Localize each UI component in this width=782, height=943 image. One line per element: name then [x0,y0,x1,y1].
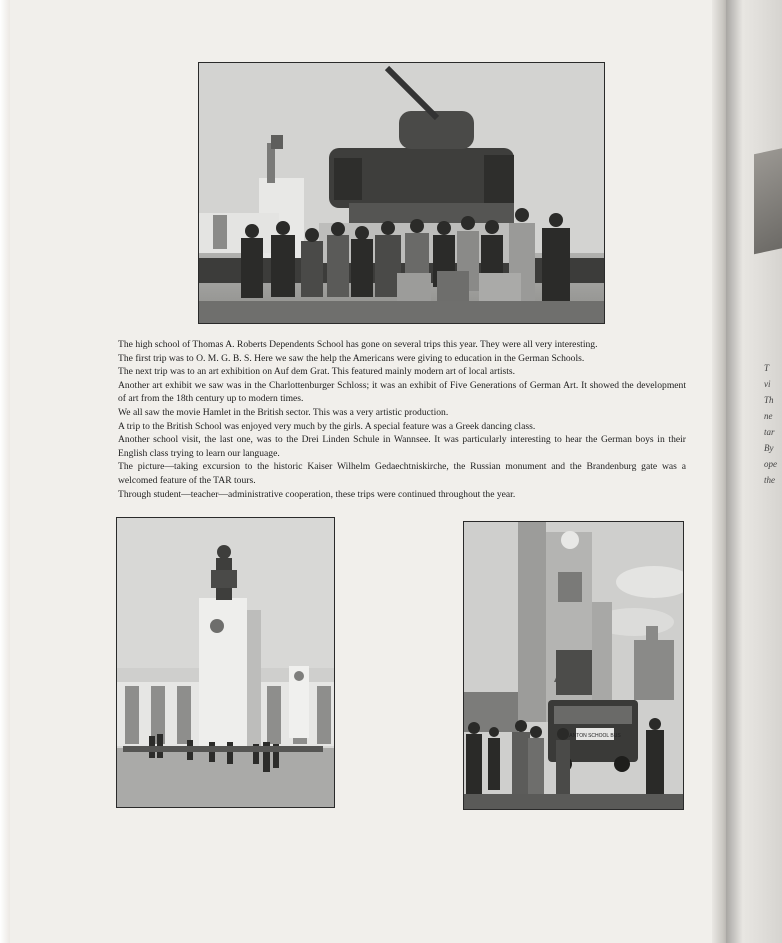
fragment-line: vi [764,379,771,389]
trips-article [118,338,686,501]
facing-page [726,0,782,943]
gedaechtniskirche-photo [463,521,684,810]
fragment-line: Th [764,395,774,405]
fragment-line: By [764,443,774,453]
article-paragraph: Another art exhibit we saw was in the Charlottenburger Schloss; it was an exhibit of Five Generations of German Art. It showed the development of art from the 18th century up to modern times. [118,379,686,405]
fragment-line: ope [764,459,777,469]
russian-monument-photo [116,517,335,808]
page-left-edge [0,0,10,943]
group-with-tank-photo [198,62,605,324]
article-paragraph: A trip to the British School was enjoyed very much by the girls. A special feature was a Greek dancing class. [118,420,536,432]
article-paragraph: The first trip was to O. M. G. B. S. Here we saw the help the Americans were giving to education in the German Schools. [118,352,585,364]
fragment-line: ne [764,411,773,421]
fragment-line: tar [764,427,775,437]
article-paragraph: The high school of Thomas A. Roberts Dependents School has gone on several trips this year. They were all very interesting. [118,339,598,350]
article-paragraph: The next trip was to an art exhibition on Auf dem Grat. This featured mainly modern art of local artists. [118,366,516,378]
article-paragraph: The picture—taking excursion to the historic Kaiser Wilhelm Gedaechtniskirche, the Russian monument and the Brandenburg gate was a welcomed feature of the TAR tours. [118,461,686,486]
facing-page-text-fragments [764,360,782,488]
article-paragraph: Through student—teacher—administrative cooperation, these trips were continued throughout the year. [118,488,516,500]
facing-page-photo-corner [754,146,782,255]
article-paragraph: We all saw the movie Hamlet in the British sector. This was a very artistic production. [118,406,449,418]
fragment-line: the [764,475,775,485]
article-paragraph: Another school visit, the last one, was to the Drei Linden Schule in Wannsee. It was particularly interesting to hear the German boys in their English class trying to learn our language. [118,434,686,459]
fragment-line: T [764,363,770,373]
bus-sign-text: ANTON SCHOOL BUS [569,733,621,739]
